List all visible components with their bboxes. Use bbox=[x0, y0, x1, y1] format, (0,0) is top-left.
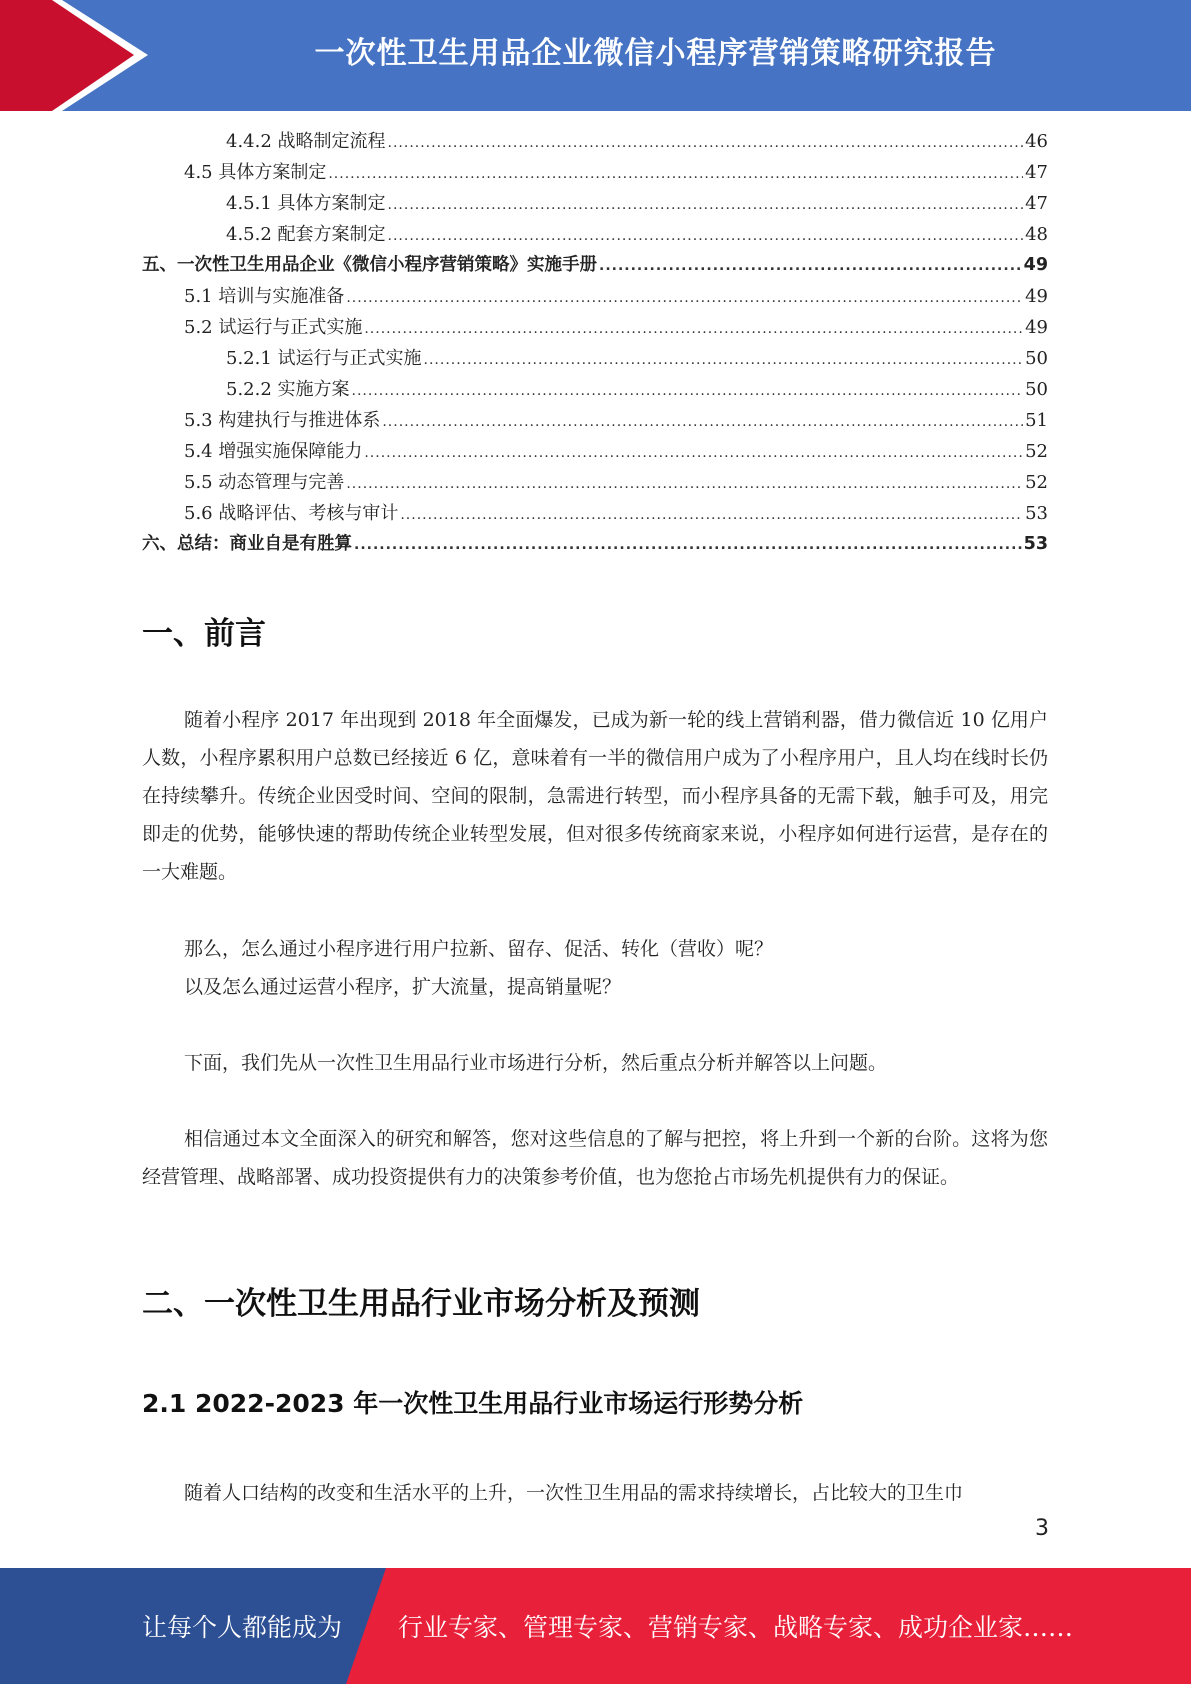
table-of-contents bbox=[142, 126, 1048, 560]
toc-entry-label: 4.5 具体方案制定 bbox=[184, 162, 327, 183]
section-heading-preface: 一、前言 bbox=[142, 616, 266, 652]
toc-entry-label: 5.3 构建执行与推进体系 bbox=[184, 410, 381, 431]
toc-entry-label: 4.5.2 配套方案制定 bbox=[226, 224, 386, 245]
page-footer bbox=[0, 1568, 1191, 1684]
toc-leader-dots bbox=[352, 376, 1024, 407]
toc-leader-dots bbox=[599, 251, 1022, 282]
paragraph-question-1: 那么，怎么通过小程序进行用户拉新、留存、促活、转化（营收）呢？ bbox=[184, 938, 774, 960]
toc-entry-page: 50 bbox=[1025, 379, 1048, 400]
toc-entry[interactable] bbox=[142, 374, 1048, 405]
toc-leader-dots bbox=[388, 221, 1024, 252]
toc-leader-dots bbox=[354, 530, 1022, 561]
toc-entry-page: 48 bbox=[1025, 224, 1048, 245]
toc-entry[interactable] bbox=[142, 436, 1048, 467]
toc-leader-dots bbox=[364, 438, 1023, 469]
toc-entry-page: 52 bbox=[1025, 441, 1048, 462]
page-header bbox=[0, 0, 1191, 111]
header-chevron-icon bbox=[0, 0, 160, 111]
toc-entry-page: 49 bbox=[1025, 317, 1048, 338]
toc-entry-page: 53 bbox=[1025, 503, 1048, 524]
toc-leader-dots bbox=[382, 407, 1023, 438]
toc-entry[interactable] bbox=[142, 157, 1048, 188]
toc-entry[interactable] bbox=[142, 250, 1048, 281]
toc-leader-dots bbox=[400, 500, 1023, 531]
toc-entry[interactable] bbox=[142, 529, 1048, 560]
toc-entry[interactable] bbox=[142, 405, 1048, 436]
toc-entry[interactable] bbox=[142, 188, 1048, 219]
toc-entry[interactable] bbox=[142, 498, 1048, 529]
toc-leader-dots bbox=[424, 345, 1024, 376]
toc-entry[interactable] bbox=[142, 467, 1048, 498]
toc-entry-page: 49 bbox=[1025, 286, 1048, 307]
toc-entry-page: 52 bbox=[1025, 472, 1048, 493]
toc-entry-label: 六、总结：商业自是有胜算 bbox=[142, 534, 352, 554]
toc-entry-page: 51 bbox=[1025, 410, 1048, 431]
paragraph-outline: 下面，我们先从一次性卫生用品行业市场进行分析，然后重点分析并解答以上问题。 bbox=[184, 1052, 888, 1074]
toc-entry-label: 5.2.2 实施方案 bbox=[226, 379, 350, 400]
toc-entry[interactable] bbox=[142, 219, 1048, 250]
toc-entry-page: 46 bbox=[1025, 131, 1048, 152]
toc-entry-page: 49 bbox=[1023, 255, 1048, 275]
toc-entry[interactable] bbox=[142, 281, 1048, 312]
toc-entry-label: 4.5.1 具体方案制定 bbox=[226, 193, 386, 214]
paragraph-conclusion: 相信通过本文全面深入的研究和解答，您对这些信息的了解与把控，将上升到一个新的台阶。这将为您经营管理、战略部署、成功投资提供有力的决策参考价值，也为您抢占市场先机提供有力的保证。 bbox=[142, 1128, 1048, 1188]
toc-entry-label: 5.1 培训与实施准备 bbox=[184, 286, 345, 307]
paragraph-intro: 随着小程序 2017 年出现到 2018 年全面爆发，已成为新一轮的线上营销利器，借力微信近 10 亿用户人数，小程序累积用户总数已经接近 6 亿，意味着有一半的微信用户成为了小程序用户，且人均在线时长仍在持续攀升。传统企业因受时间、空间的限制，急需进行转型，而小程序具备的无需下载，触手可及，用完即走的优势，能够快速的帮助传统企业转型发展，但对很多传统商家来说，小程序如何进行运营，是存在的一大难题。 bbox=[142, 709, 1048, 883]
toc-entry-page: 53 bbox=[1023, 534, 1048, 554]
toc-entry-label: 5.6 战略评估、考核与审计 bbox=[184, 503, 399, 524]
toc-leader-dots bbox=[346, 283, 1023, 314]
toc-leader-dots bbox=[346, 469, 1023, 500]
toc-leader-dots bbox=[364, 314, 1023, 345]
page-number: 3 bbox=[1035, 1516, 1049, 1541]
toc-entry-page: 47 bbox=[1025, 193, 1048, 214]
toc-leader-dots bbox=[388, 128, 1024, 159]
toc-entry-label: 5.2.1 试运行与正式实施 bbox=[226, 348, 422, 369]
paragraph-market: 随着人口结构的改变和生活水平的上升，一次性卫生用品的需求持续增长，占比较大的卫生巾 bbox=[184, 1482, 964, 1504]
toc-entry-label: 5.4 增强实施保障能力 bbox=[184, 441, 363, 462]
toc-entry[interactable] bbox=[142, 312, 1048, 343]
toc-entry-page: 50 bbox=[1025, 348, 1048, 369]
toc-entry-label: 5.5 动态管理与完善 bbox=[184, 472, 345, 493]
toc-entry-label: 5.2 试运行与正式实施 bbox=[184, 317, 363, 338]
footer-slogan-left: 让每个人都能成为 bbox=[142, 1613, 343, 1642]
toc-entry-label: 五、一次性卫生用品企业《微信小程序营销策略》实施手册 bbox=[142, 255, 597, 275]
toc-entry[interactable] bbox=[142, 343, 1048, 374]
header-title: 一次性卫生用品企业微信小程序营销策略研究报告 bbox=[314, 36, 997, 71]
toc-leader-dots bbox=[388, 190, 1024, 221]
paragraph-question-2: 以及怎么通过运营小程序，扩大流量，提高销量呢？ bbox=[184, 976, 622, 998]
section-heading-market: 二、一次性卫生用品行业市场分析及预测 bbox=[142, 1286, 700, 1322]
footer-slogan-right: 行业专家、管理专家、营销专家、战略专家、成功企业家…… bbox=[398, 1613, 1074, 1642]
toc-leader-dots bbox=[328, 159, 1023, 190]
toc-entry-label: 4.4.2 战略制定流程 bbox=[226, 131, 386, 152]
toc-entry[interactable] bbox=[142, 126, 1048, 157]
toc-entry-page: 47 bbox=[1025, 162, 1048, 183]
subsection-heading-2-1: 2.1 2022-2023 年一次性卫生用品行业市场运行形势分析 bbox=[142, 1389, 804, 1418]
